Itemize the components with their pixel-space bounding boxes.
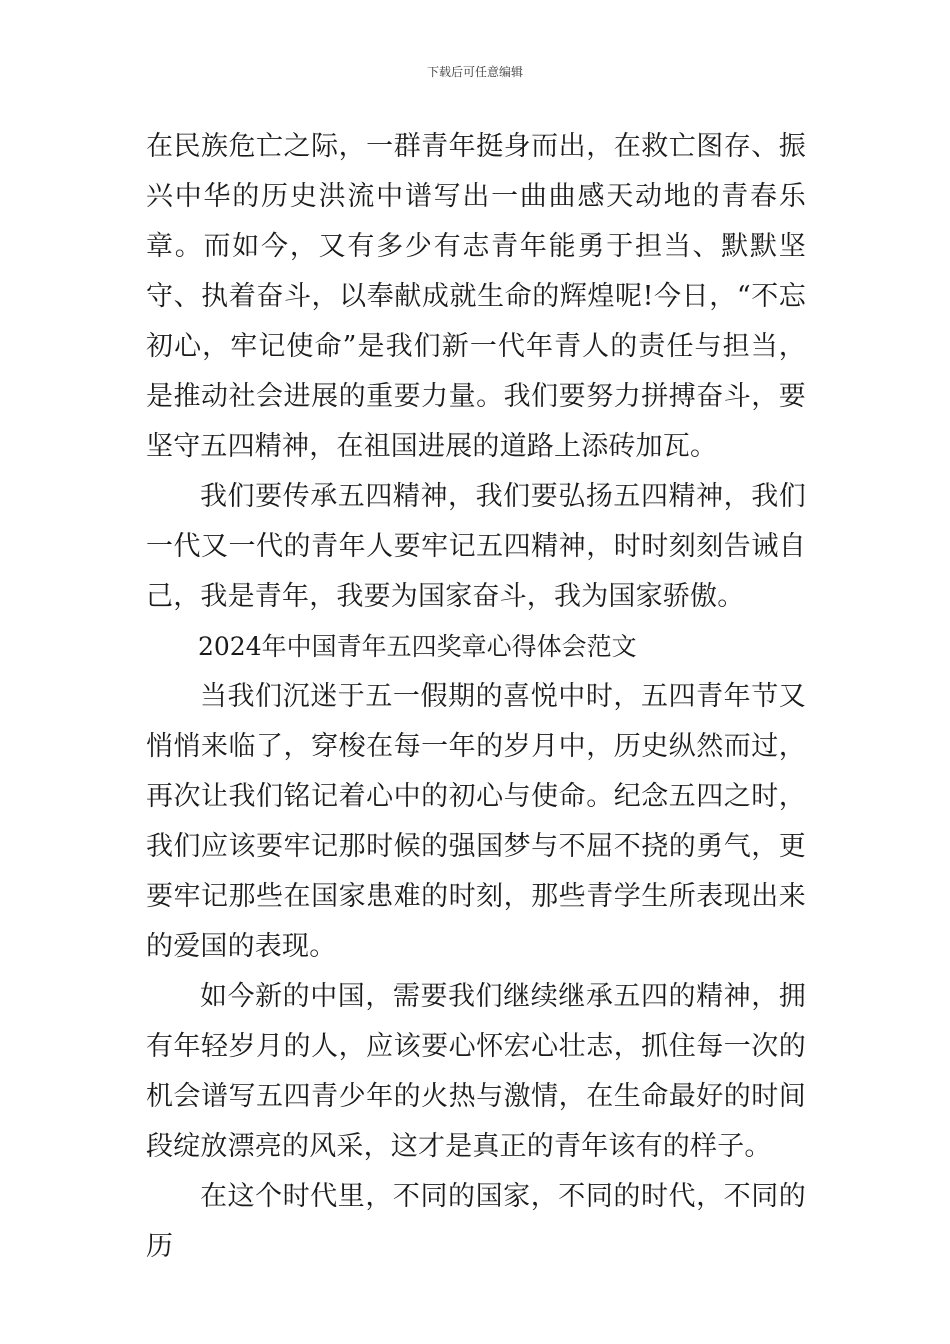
paragraph-1: 在民族危亡之际，一群青年挺身而出，在救亡图存、振兴中华的历史洪流中谱写出一曲曲感天动地的青春乐章。而如今，又有多少有志青年能勇于担当、默默坚守、执着奋斗，以奉献成就生命的辉煌呢!今日，“不忘初心，牢记使命”是我们新一代年青人的责任与担当，是推动社会进展的重要力量。我们要努力拼搏奋斗，要坚守五四精神，在祖国进展的道路上添砖加瓦。 (146, 131, 806, 462)
section-heading: 2024年中国青年五四奖章心得体会范文 (198, 632, 637, 661)
page-header: 下载后可任意编辑 (426, 65, 523, 79)
paragraph-4: 如今新的中国，需要我们继续继承五四的精神，拥有年轻岁月的人，应该要心怀宏心壮志，抓住每一次的机会谱写五四青少年的火热与激情，在生命最好的时间段绽放漂亮的风采，这才是真正的青年该有的样子。 (146, 981, 806, 1162)
paragraph-5: 在这个时代里，不同的国家，不同的时代，不同的历 (146, 1181, 806, 1262)
paragraph-3: 当我们沉迷于五一假期的喜悦中时，五四青年节又悄悄来临了，穿梭在每一年的岁月中，历史纵然而过，再次让我们铭记着心中的初心与使命。纪念五四之时，我们应该要牢记那时候的强国梦与不屈不挠的勇气，更要牢记那些在国家患难的时刻，那些青学生所表现出来的爱国的表现。 (146, 681, 806, 962)
document-body (146, 122, 806, 1272)
paragraph-2: 我们要传承五四精神，我们要弘扬五四精神，我们一代又一代的青年人要牢记五四精神，时时刻刻告诫自己，我是青年，我要为国家奋斗，我为国家骄傲。 (146, 481, 806, 612)
